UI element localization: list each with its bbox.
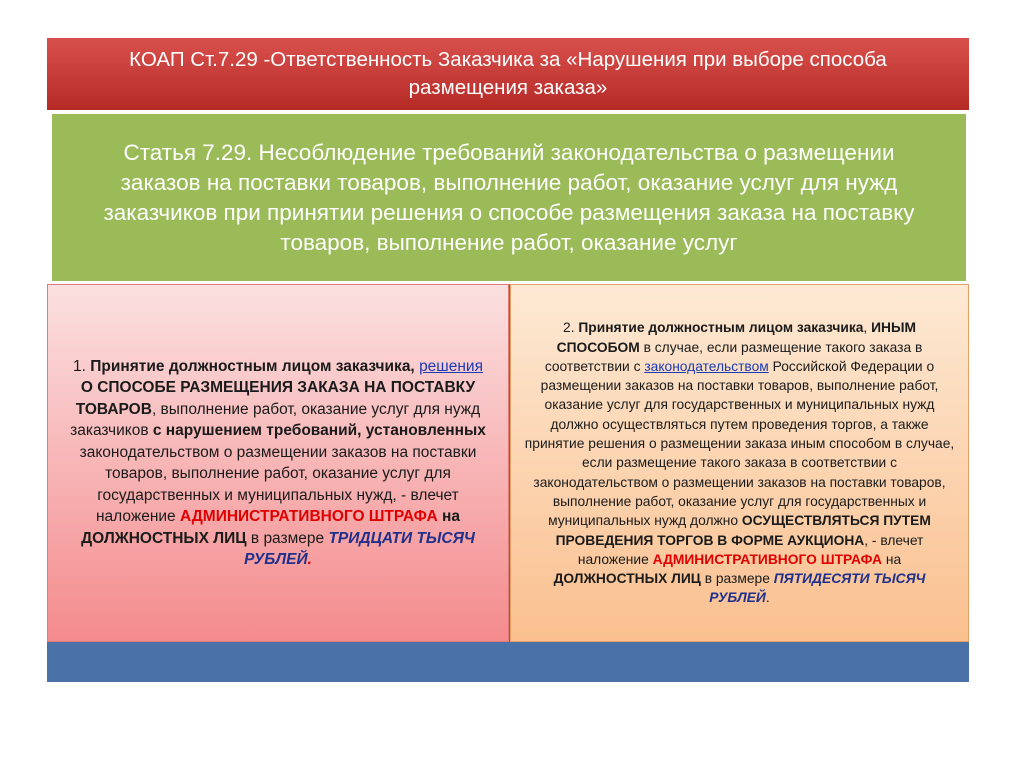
violation-2-text bbox=[523, 318, 956, 607]
violation-1-text bbox=[70, 356, 486, 571]
decision-link[interactable]: решения bbox=[419, 357, 483, 375]
violation-1-penalty: АДМИНИСТРАТИВНОГО ШТРАФА bbox=[179, 508, 438, 525]
violation-1-period: . bbox=[307, 551, 312, 568]
violation-1-amount-label: в размере bbox=[246, 529, 329, 547]
violation-2-amount-label: в размере bbox=[700, 571, 774, 587]
slide-title-line2: размещения заказа» bbox=[408, 76, 608, 99]
violation-1-law: законодательством о размещении заказов на поставки товаров, выполнение работ, оказание услуг для государственных и муниципальных нужд, - влечет наложение bbox=[79, 443, 477, 525]
violation-1-officials: на ДОЛЖНОСТНЫХ ЛИЦ bbox=[81, 508, 460, 547]
article-heading-text: Статья 7.29. Несоблюдение требований законодательства о размещении заказов на поставки товаров, выполнение работ, оказание услуг для нужд заказчиков при принятии решения о способе размещения заказа на поставку товаров, выполнение работ, оказание услуг bbox=[103, 139, 915, 255]
violation-2-amount: ПЯТИДЕСЯТИ ТЫСЯЧ РУБЛЕЙ bbox=[709, 571, 926, 606]
slide-title-line1: КОАП Ст.7.29 -Ответственность Заказчика за «Нарушения при выборе способа bbox=[129, 48, 887, 71]
slide-title bbox=[47, 38, 969, 110]
violation-2-penalty: АДМИНИСТРАТИВНОГО ШТРАФА bbox=[652, 551, 883, 567]
violation-1-breach: с нарушением требований, установленных bbox=[152, 422, 486, 439]
violation-2-entails: , - влечет наложение bbox=[577, 532, 924, 567]
violation-2-period: . bbox=[765, 590, 770, 606]
violation-1-box bbox=[47, 284, 509, 642]
violation-2-law: Российской Федерации о размещении заказов на поставки товаров, выполнение работ, оказание услуг для государственных и муниципальных нужд должно осуществляться путем проведения торгов, а также принятие решения о размещении заказа иным способом в случае, если размещение такого заказа в соответствии с законодательством о размещении заказов на поставки товаров, выполнение работ, оказание услуг для государственных и муниципальных нужд должно bbox=[524, 358, 955, 529]
legislation-link[interactable]: законодательством bbox=[644, 358, 769, 374]
violation-1-subject: Принятие должностным лицом заказчика, bbox=[90, 357, 415, 375]
violation-1-amount: ТРИДЦАТИ ТЫСЯЧ РУБЛЕЙ bbox=[244, 529, 475, 568]
violation-2-auction: ОСУЩЕСТВЛЯТЬСЯ ПУТЕМ ПРОВЕДЕНИЯ ТОРГОВ В ФОРМЕ АУКЦИОНА bbox=[555, 513, 931, 548]
violation-1-object: О СПОСОБЕ РАЗМЕЩЕНИЯ ЗАКАЗА НА ПОСТАВКУ ТОВАРОВ bbox=[75, 379, 476, 418]
violation-2-number: 2. bbox=[563, 320, 579, 336]
violation-2-officials: ДОЛЖНОСТНЫХ ЛИЦ bbox=[553, 571, 701, 587]
slide-footer-bar bbox=[47, 642, 969, 682]
violation-2-condition: в случае, если размещение такого заказа в соответствии с bbox=[544, 339, 923, 374]
violation-2-method: ИНЫМ СПОСОБОМ bbox=[556, 320, 916, 355]
violation-1-number: 1. bbox=[73, 357, 91, 375]
violation-2-subject: Принятие должностным лицом заказчика bbox=[578, 320, 864, 336]
violation-2-on: на bbox=[882, 551, 902, 567]
violation-1-scope: , выполнение работ, оказание услуг для нужд заказчиков bbox=[70, 400, 481, 439]
article-heading bbox=[52, 114, 966, 281]
violation-2-comma: , bbox=[863, 320, 872, 336]
violation-2-box bbox=[510, 284, 969, 642]
